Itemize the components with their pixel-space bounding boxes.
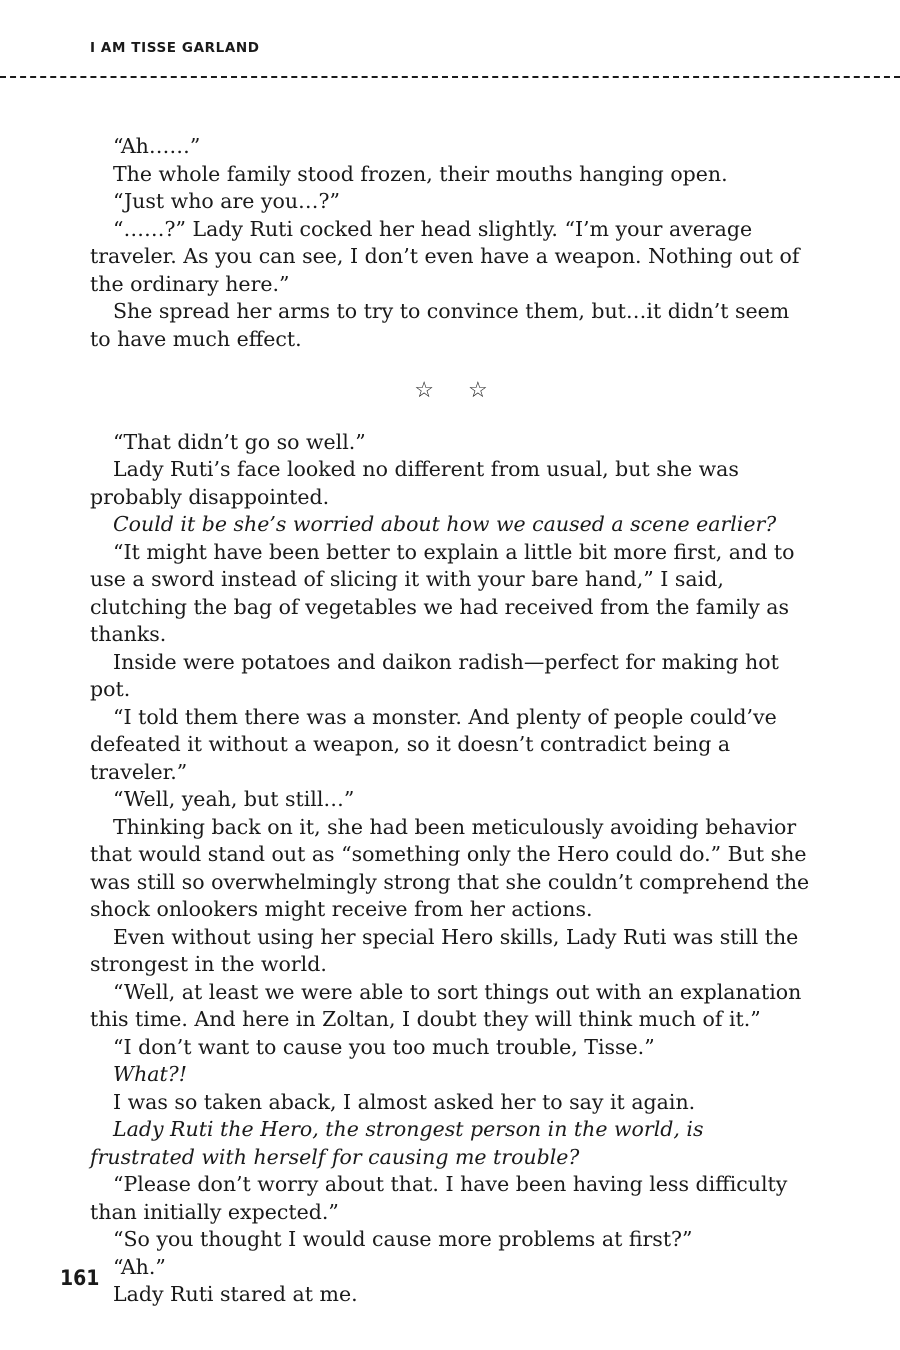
star-icon: ☆ [414, 378, 434, 403]
paragraph: “Well, at least we were able to sort things out with an explanation this time. And here in Zoltan, I doubt they will think much of it.” [90, 979, 802, 1031]
header-dashed-rule [0, 76, 900, 78]
paragraph: She spread her arms to try to convince them, but…it didn’t seem to have much effect. [90, 299, 790, 351]
paragraph: “Well, yeah, but still…” [113, 787, 355, 811]
paragraph: “Ah.” [113, 1254, 166, 1279]
paragraph: Lady Ruti stared at me. [113, 1282, 358, 1306]
paragraph: I was so taken aback, I almost asked her to say it again. [113, 1089, 696, 1114]
paragraph: “It might have been better to explain a little bit more first, and to use a sword instead of slicing it with your bare hand,” I said, clutching the bag of vegetables we had received from the family as thanks. [90, 539, 795, 646]
paragraph: “So you thought I would cause more problems at first?” [113, 1227, 693, 1251]
paragraph: Even without using her special Hero skills, Lady Ruti was still the strongest in the world. [90, 924, 799, 976]
paragraph-italic-thought: Could it be she’s worried about how we caused a scene earlier? [113, 512, 777, 536]
paragraph: “……?” Lady Ruti cocked her head slightly. “I’m your average traveler. As you can see, I don’t even have a weapon. Nothing out of the ordinary here.” [90, 216, 800, 296]
paragraph: Inside were potatoes and daikon radish—perfect for making hot pot. [90, 649, 779, 701]
paragraph: Thinking back on it, she had been meticulously avoiding behavior that would stand out as “something only the Hero could do.” But she was still so overwhelmingly strong that she couldn’t comprehend the shock onlookers might receive from her actions. [90, 814, 810, 921]
paragraph: “Please don’t worry about that. I have been having less difficulty than initially expected.” [90, 1172, 788, 1224]
paragraph: “I don’t want to cause you too much trouble, Tisse.” [113, 1034, 655, 1059]
paragraph: Lady Ruti’s face looked no different from usual, but she was probably disappointed. [90, 457, 739, 509]
paragraph: “I told them there was a monster. And plenty of people could’ve defeated it without a weapon, so it doesn’t contradict being a traveler.” [90, 704, 777, 784]
scene-break [90, 377, 812, 405]
page-number: 161 [60, 1266, 100, 1290]
paragraph: “Ah……” [113, 134, 201, 158]
paragraph: “That didn’t go so well.” [113, 429, 366, 454]
paragraph: “Just who are you…?” [113, 189, 341, 213]
running-head-title: I AM TISSE GARLAND [90, 40, 260, 56]
paragraph-italic-thought: What?! [113, 1062, 187, 1086]
paragraph: The whole family stood frozen, their mouths hanging open. [113, 161, 728, 186]
star-icon: ☆ [468, 378, 488, 403]
page-body [90, 133, 812, 1309]
paragraph-italic-thought: Lady Ruti the Hero, the strongest person in the world, is frustrated with herself for causing me trouble? [90, 1117, 704, 1169]
